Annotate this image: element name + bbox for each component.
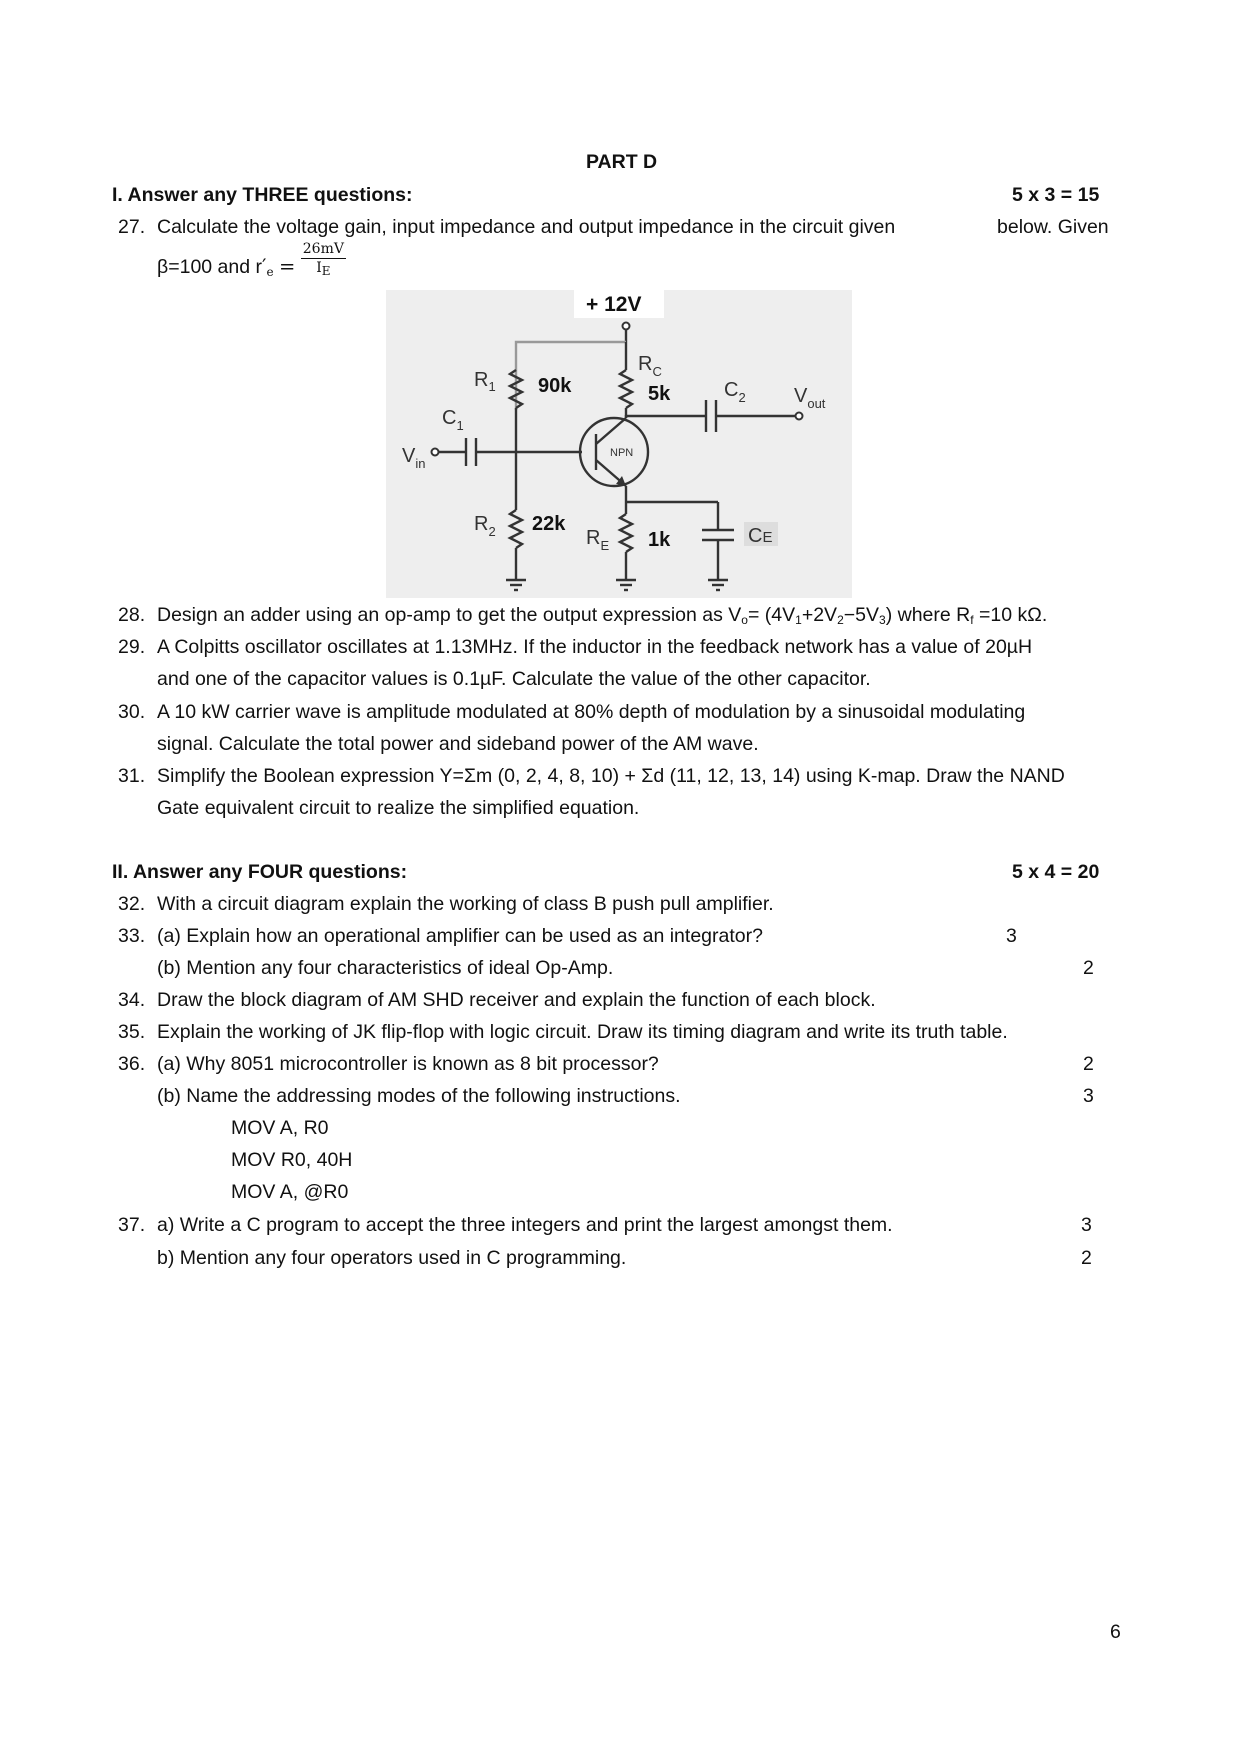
re-prime-symbol: $'_e$ — [262, 255, 274, 279]
r1-value: 90k — [538, 375, 572, 397]
supply-terminal-icon — [623, 323, 630, 330]
q33-part-b-marks: 2 — [1083, 957, 1094, 979]
vin-label: $V_{in}$ — [402, 445, 426, 471]
vin-terminal-icon — [432, 449, 439, 456]
q30-line1: A 10 kW carrier wave is amplitude modulated at 80% depth of modulation by a sinusoidal modulating — [157, 701, 1026, 723]
c2-label: $C_2$ — [724, 379, 746, 405]
ce-label: CE — [748, 525, 773, 547]
q37-part-b: b) Mention any four operators used in C programming. — [157, 1247, 627, 1269]
q33-number: 33. — [118, 925, 146, 947]
fraction-numerator: 26mV — [302, 241, 344, 258]
q28-number: 28. — [118, 604, 146, 626]
q36-part-b-marks: 3 — [1083, 1085, 1094, 1107]
q37-part-a: a) Write a C program to accept the three integers and print the largest amongst them. — [157, 1214, 893, 1236]
q31-line2: Gate equivalent circuit to realize the simplified equation. — [157, 797, 640, 819]
q36-instruction-1: MOV A, R0 — [231, 1117, 329, 1139]
q27-text-tail: below. Given — [997, 216, 1109, 238]
section2-marks: 5 x 4 = 20 — [1012, 861, 1100, 883]
q33-part-a-marks: 3 — [1006, 925, 1017, 947]
r1-label: $R_1$ — [474, 369, 496, 394]
q31-number: 31. — [118, 765, 146, 787]
q33-part-b: (b) Mention any four characteristics of ideal Op-Amp. — [157, 957, 614, 979]
supply-label: + 12V — [586, 293, 642, 316]
section1-heading: I. Answer any THREE questions: — [112, 184, 413, 206]
q34-number: 34. — [118, 989, 146, 1011]
q36-part-a: (a) Why 8051 microcontroller is known as 8 bit processor? — [157, 1053, 659, 1075]
q31-line1: Simplify the Boolean expression Y=Σm (0, 2, 4, 8, 10) + Σd (11, 12, 13, 14) using K-map. Draw the NAND — [157, 765, 1065, 787]
section2-heading: II. Answer any FOUR questions: — [112, 861, 408, 883]
r2-label: $R_2$ — [474, 513, 496, 539]
re-value: 1k — [648, 529, 671, 551]
fraction-denominator: $I_E$ — [316, 260, 331, 279]
q27-text: Calculate the voltage gain, input impedance and output impedance in the circuit given — [157, 216, 896, 238]
q36-number: 36. — [118, 1053, 146, 1075]
part-title: PART D — [586, 151, 658, 173]
q29-line1: A Colpitts oscillator oscillates at 1.13MHz. If the inductor in the feedback network has a value of 20µH — [157, 636, 1033, 658]
page-number: 6 — [1110, 1621, 1121, 1643]
amplifier-circuit-diagram — [386, 290, 852, 598]
q37-part-b-marks: 2 — [1081, 1247, 1092, 1269]
q37-part-a-marks: 3 — [1081, 1214, 1092, 1236]
q29-line2: and one of the capacitor values is 0.1µF. Calculate the value of the other capacitor. — [157, 668, 871, 690]
q35-text: Explain the working of JK flip-flop with logic circuit. Draw its timing diagram and write its truth table. — [157, 1021, 1008, 1043]
section1-marks: 5 x 3 = 15 — [1012, 184, 1100, 206]
diagram-background — [386, 290, 852, 598]
vout-terminal-icon — [796, 413, 803, 420]
q33-part-a: (a) Explain how an operational amplifier can be used as an integrator? — [157, 925, 763, 947]
q34-text: Draw the block diagram of AM SHD receiver and explain the function of each block. — [157, 989, 876, 1011]
q28-text: Design an adder using an op-amp to get the output expression as $V_o= (4V_1+2V_2-5V_3)$ where $R_f =10$ kΩ. — [157, 604, 1048, 627]
re-label: $R_E$ — [586, 527, 610, 553]
q32-text: With a circuit diagram explain the working of class B push pull amplifier. — [157, 893, 774, 915]
vout-label: $V_{out}$ — [794, 385, 826, 411]
q36-instruction-2: MOV R0, 40H — [231, 1149, 353, 1171]
q27-given-eq: = — [278, 255, 296, 278]
fraction — [301, 240, 346, 277]
q29-number: 29. — [118, 636, 146, 658]
q37-number: 37. — [118, 1214, 146, 1236]
q36-instruction-3: MOV A, @R0 — [231, 1181, 349, 1203]
q32-number: 32. — [118, 893, 146, 915]
q27-given-prefix: β=100 and r — [157, 256, 263, 278]
r2-value: 22k — [532, 513, 566, 535]
q30-number: 30. — [118, 701, 146, 723]
q35-number: 35. — [118, 1021, 146, 1043]
rc-value: 5k — [648, 383, 671, 405]
q27-given — [157, 241, 346, 280]
q30-line2: signal. Calculate the total power and sideband power of the AM wave. — [157, 733, 759, 755]
q36-part-b: (b) Name the addressing modes of the following instructions. — [157, 1085, 681, 1107]
q36-part-a-marks: 2 — [1083, 1053, 1094, 1075]
npn-label: NPN — [610, 447, 634, 459]
rc-label: $R_C$ — [638, 353, 662, 379]
c1-label: $C_1$ — [442, 407, 464, 433]
q27-number: 27. — [118, 216, 146, 238]
